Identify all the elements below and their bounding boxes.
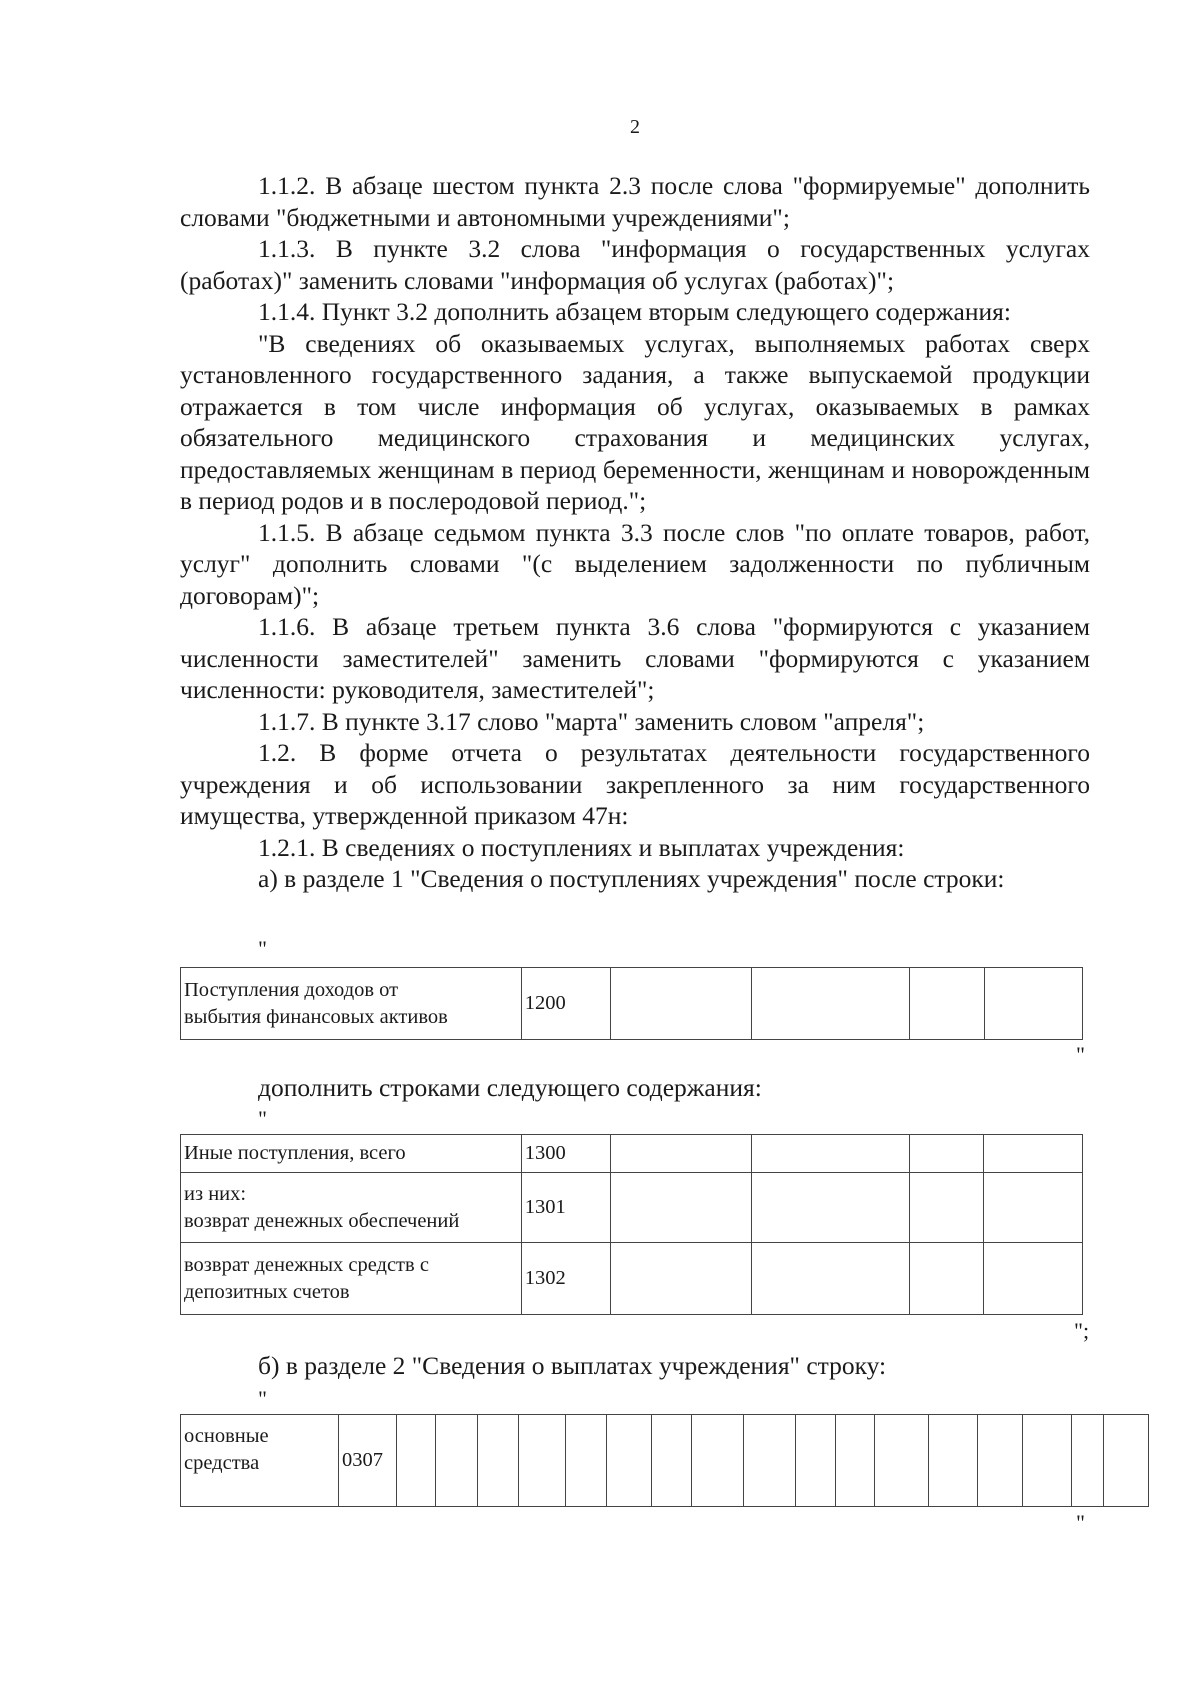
row-code-cell: 1302 [521,1243,610,1315]
empty-cell [984,1173,1083,1243]
empty-cell [652,1415,692,1507]
empty-cell [984,1135,1083,1173]
empty-cell [1022,1415,1071,1507]
empty-cell [796,1415,836,1507]
table-row [181,1135,1083,1173]
paragraph-section-a: а) в разделе 1 "Сведения о поступлениях учреждения" после строки: [258,864,1005,893]
row-code-cell: 1200 [521,968,610,1040]
table2-open-quote: " [258,1106,267,1131]
table-row [181,1243,1083,1315]
empty-cell [977,1415,1022,1507]
paragraph-1-1-4: 1.1.4. Пункт 3.2 дополнить абзацем вторым следующего содержания: [258,297,1011,326]
paragraph-1-1-7: 1.1.7. В пункте 3.17 слово "марта" заменить словом "апреля"; [258,706,925,736]
empty-cell [835,1415,875,1507]
empty-cell [691,1415,743,1507]
empty-cell [1071,1415,1103,1507]
table3-close-quote: " [1076,1510,1085,1535]
row-code-cell: 1301 [521,1173,610,1243]
row-name-cell: из них: возврат денежных обеспечений [181,1173,522,1243]
table2 [180,1134,1083,1315]
empty-cell [984,968,1083,1040]
row-name-cell: Иные поступления, всего [181,1135,522,1173]
empty-cell [751,1135,909,1173]
table2-close-quote: "; [1074,1318,1090,1343]
empty-cell [929,1415,978,1507]
paragraph-1-1-3: 1.1.3. В пункте 3.2 слова "информация о государственных услугах (работах)" заменить словами "информация об услугах (работах)"; [180,234,1090,295]
table1 [180,967,1083,1040]
empty-cell [909,1243,984,1315]
empty-cell [1103,1415,1148,1507]
paragraph-1-1-2: 1.1.2. В абзаце шестом пункта 2.3 после слова "формируемые" дополнить словами "бюджетными и автономными учреждениями"; [180,171,1090,232]
empty-cell [751,1173,909,1243]
empty-cell [909,1135,984,1173]
empty-cell [477,1415,518,1507]
table-row [181,968,1083,1040]
paragraph-1-1-5: 1.1.5. В абзаце седьмом пункта 3.3 после слов "по оплате товаров, работ, услуг" дополнить словами "(с выделением задолженности по публичным договорам)"; [180,517,1090,610]
empty-cell [909,1173,984,1243]
paragraph-quoted-addition: "В сведениях об оказываемых услугах, выполняемых работах сверх установленного государственного задания, а также выпускаемой продукции отражается в том числе информация об услугах, оказываемых в рамках обязательного медицинского страхования и медицинских услугах, предоставляемых женщинам в период беременности, женщинам и новорожденным в период родов и в послеродовой период."; [180,328,1090,515]
empty-cell [744,1415,796,1507]
paragraph-1-2-1: 1.2.1. В сведениях о поступлениях и выплатах учреждения: [258,832,905,862]
intro-table2: дополнить строками следующего содержания: [258,1073,762,1102]
row-name-cell: Поступления доходов от выбытия финансовых активов [181,968,522,1040]
empty-cell [610,1135,751,1173]
table1-close-quote: " [1076,1042,1085,1067]
empty-cell [610,1173,751,1243]
intro-table3: б) в разделе 2 "Сведения о выплатах учреждения" строку: [258,1351,887,1380]
empty-cell [519,1415,566,1507]
table3-open-quote: " [258,1386,267,1411]
empty-cell [610,1243,751,1315]
table3 [180,1414,1149,1507]
empty-cell [565,1415,606,1507]
empty-cell [436,1415,477,1507]
empty-cell [984,1243,1083,1315]
body-text [180,170,1090,895]
empty-cell [610,968,751,1040]
empty-cell [607,1415,652,1507]
empty-cell [751,1243,909,1315]
empty-cell [396,1415,436,1507]
paragraph-1-2: 1.2. В форме отчета о результатах деятельности государственного учреждения и об использовании закрепленного за ним государственного имущества, утвержденной приказом 47н: [180,738,1090,830]
table-row [181,1415,1149,1507]
table-row [181,1173,1083,1243]
row-name-cell: возврат денежных средств с депозитных счетов [181,1243,522,1315]
row-code-cell: 0307 [338,1415,396,1507]
empty-cell [751,968,909,1040]
empty-cell [909,968,984,1040]
row-name-cell: основные средства [181,1415,339,1507]
paragraph-1-1-6: 1.1.6. В абзаце третьем пункта 3.6 слова "формируются с указанием численности заместителей" заменить словами "формируются с указанием численности: руководителя, заместителей"; [180,612,1090,704]
empty-cell [875,1415,929,1507]
table1-open-quote: " [258,936,267,961]
row-code-cell: 1300 [521,1135,610,1173]
page-number: 2 [630,116,640,138]
